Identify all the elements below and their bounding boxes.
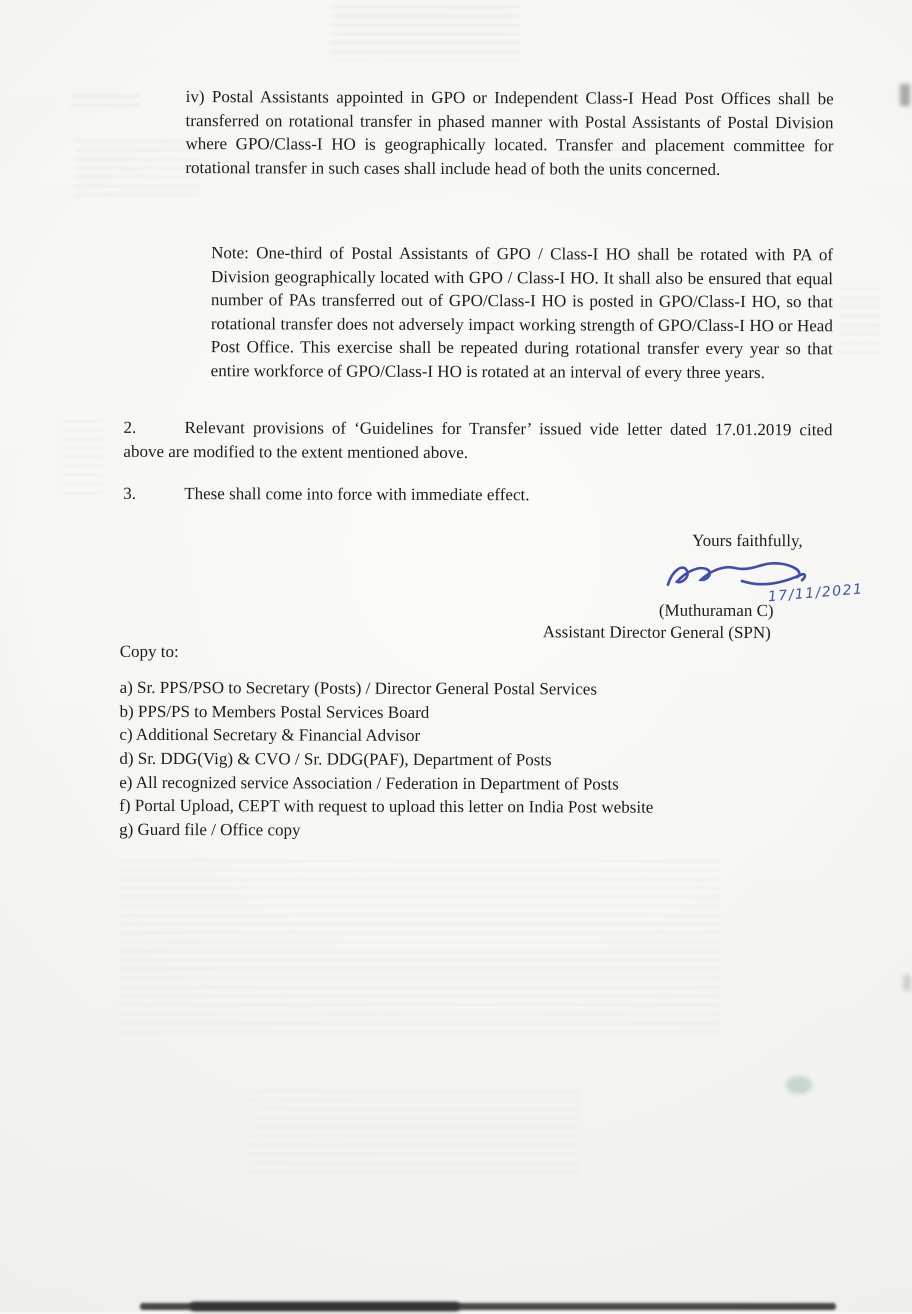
copy-to-label: Copy to: xyxy=(119,641,179,662)
paragraph-2 xyxy=(123,416,832,466)
signatory-name: (Muthuraman C) xyxy=(658,600,774,621)
copy-to-item: b) PPS/PS to Members Postal Services Board xyxy=(119,701,430,722)
copy-to-item: f) Portal Upload, CEPT with request to upload this letter on India Post website xyxy=(119,796,654,818)
paragraph-2-number: 2. xyxy=(123,417,137,437)
copy-to-item: g) Guard file / Office copy xyxy=(119,819,301,840)
copy-to-item: e) All recognized service Association / Federation in Department of Posts xyxy=(119,772,619,794)
paragraph-3-text: These shall come into force with immediate effect. xyxy=(184,484,530,505)
signature-date: 17/11/2021 xyxy=(767,581,865,606)
salutation: Yours faithfully, xyxy=(692,530,803,551)
paragraph-2-text: Relevant provisions of ‘Guidelines for Transfer’ issued vide letter dated 17.01.2019 cited above are modified to the extent mentioned above. xyxy=(123,418,833,462)
copy-to-item: a) Sr. PPS/PSO to Secretary (Posts) / Director General Postal Services xyxy=(119,677,597,699)
paragraph-3 xyxy=(123,482,832,508)
copy-to-list xyxy=(119,676,654,844)
copy-to-item: d) Sr. DDG(Vig) & CVO / Sr. DDG(PAF), Department of Posts xyxy=(119,748,552,770)
signatory-designation: Assistant Director General (SPN) xyxy=(542,622,771,643)
note-paragraph: Note: One-third of Postal Assistants of GPO / Class-I HO shall be rotated with PA of Division geographically located with GPO / Class-I HO. It shall also be ensured that equal number of PAs transferred out of GPO/Class-I HO is posted in GPO/Class-I HO, so that rotational transfer does not adversely impact working strength of GPO/Class-I HO or Head Post Office. This exercise shall be repeated during rotational transfer every year so that entire workforce of GPO/Class-I HO is rotated at an interval of every three years. xyxy=(210,243,834,383)
paragraph-3-number: 3. xyxy=(123,483,137,503)
paragraph-iv: iv) Postal Assistants appointed in GPO or Independent Class-I Head Post Offices shall be transferred on rotational transfer in phased manner with Postal Assistants of Postal Division where GPO/Class-I HO is geographically located. Transfer and placement committee for rotational transfer in such cases shall include head of both the units concerned. xyxy=(185,87,834,179)
copy-to-item: c) Additional Secretary & Financial Advisor xyxy=(119,725,421,746)
